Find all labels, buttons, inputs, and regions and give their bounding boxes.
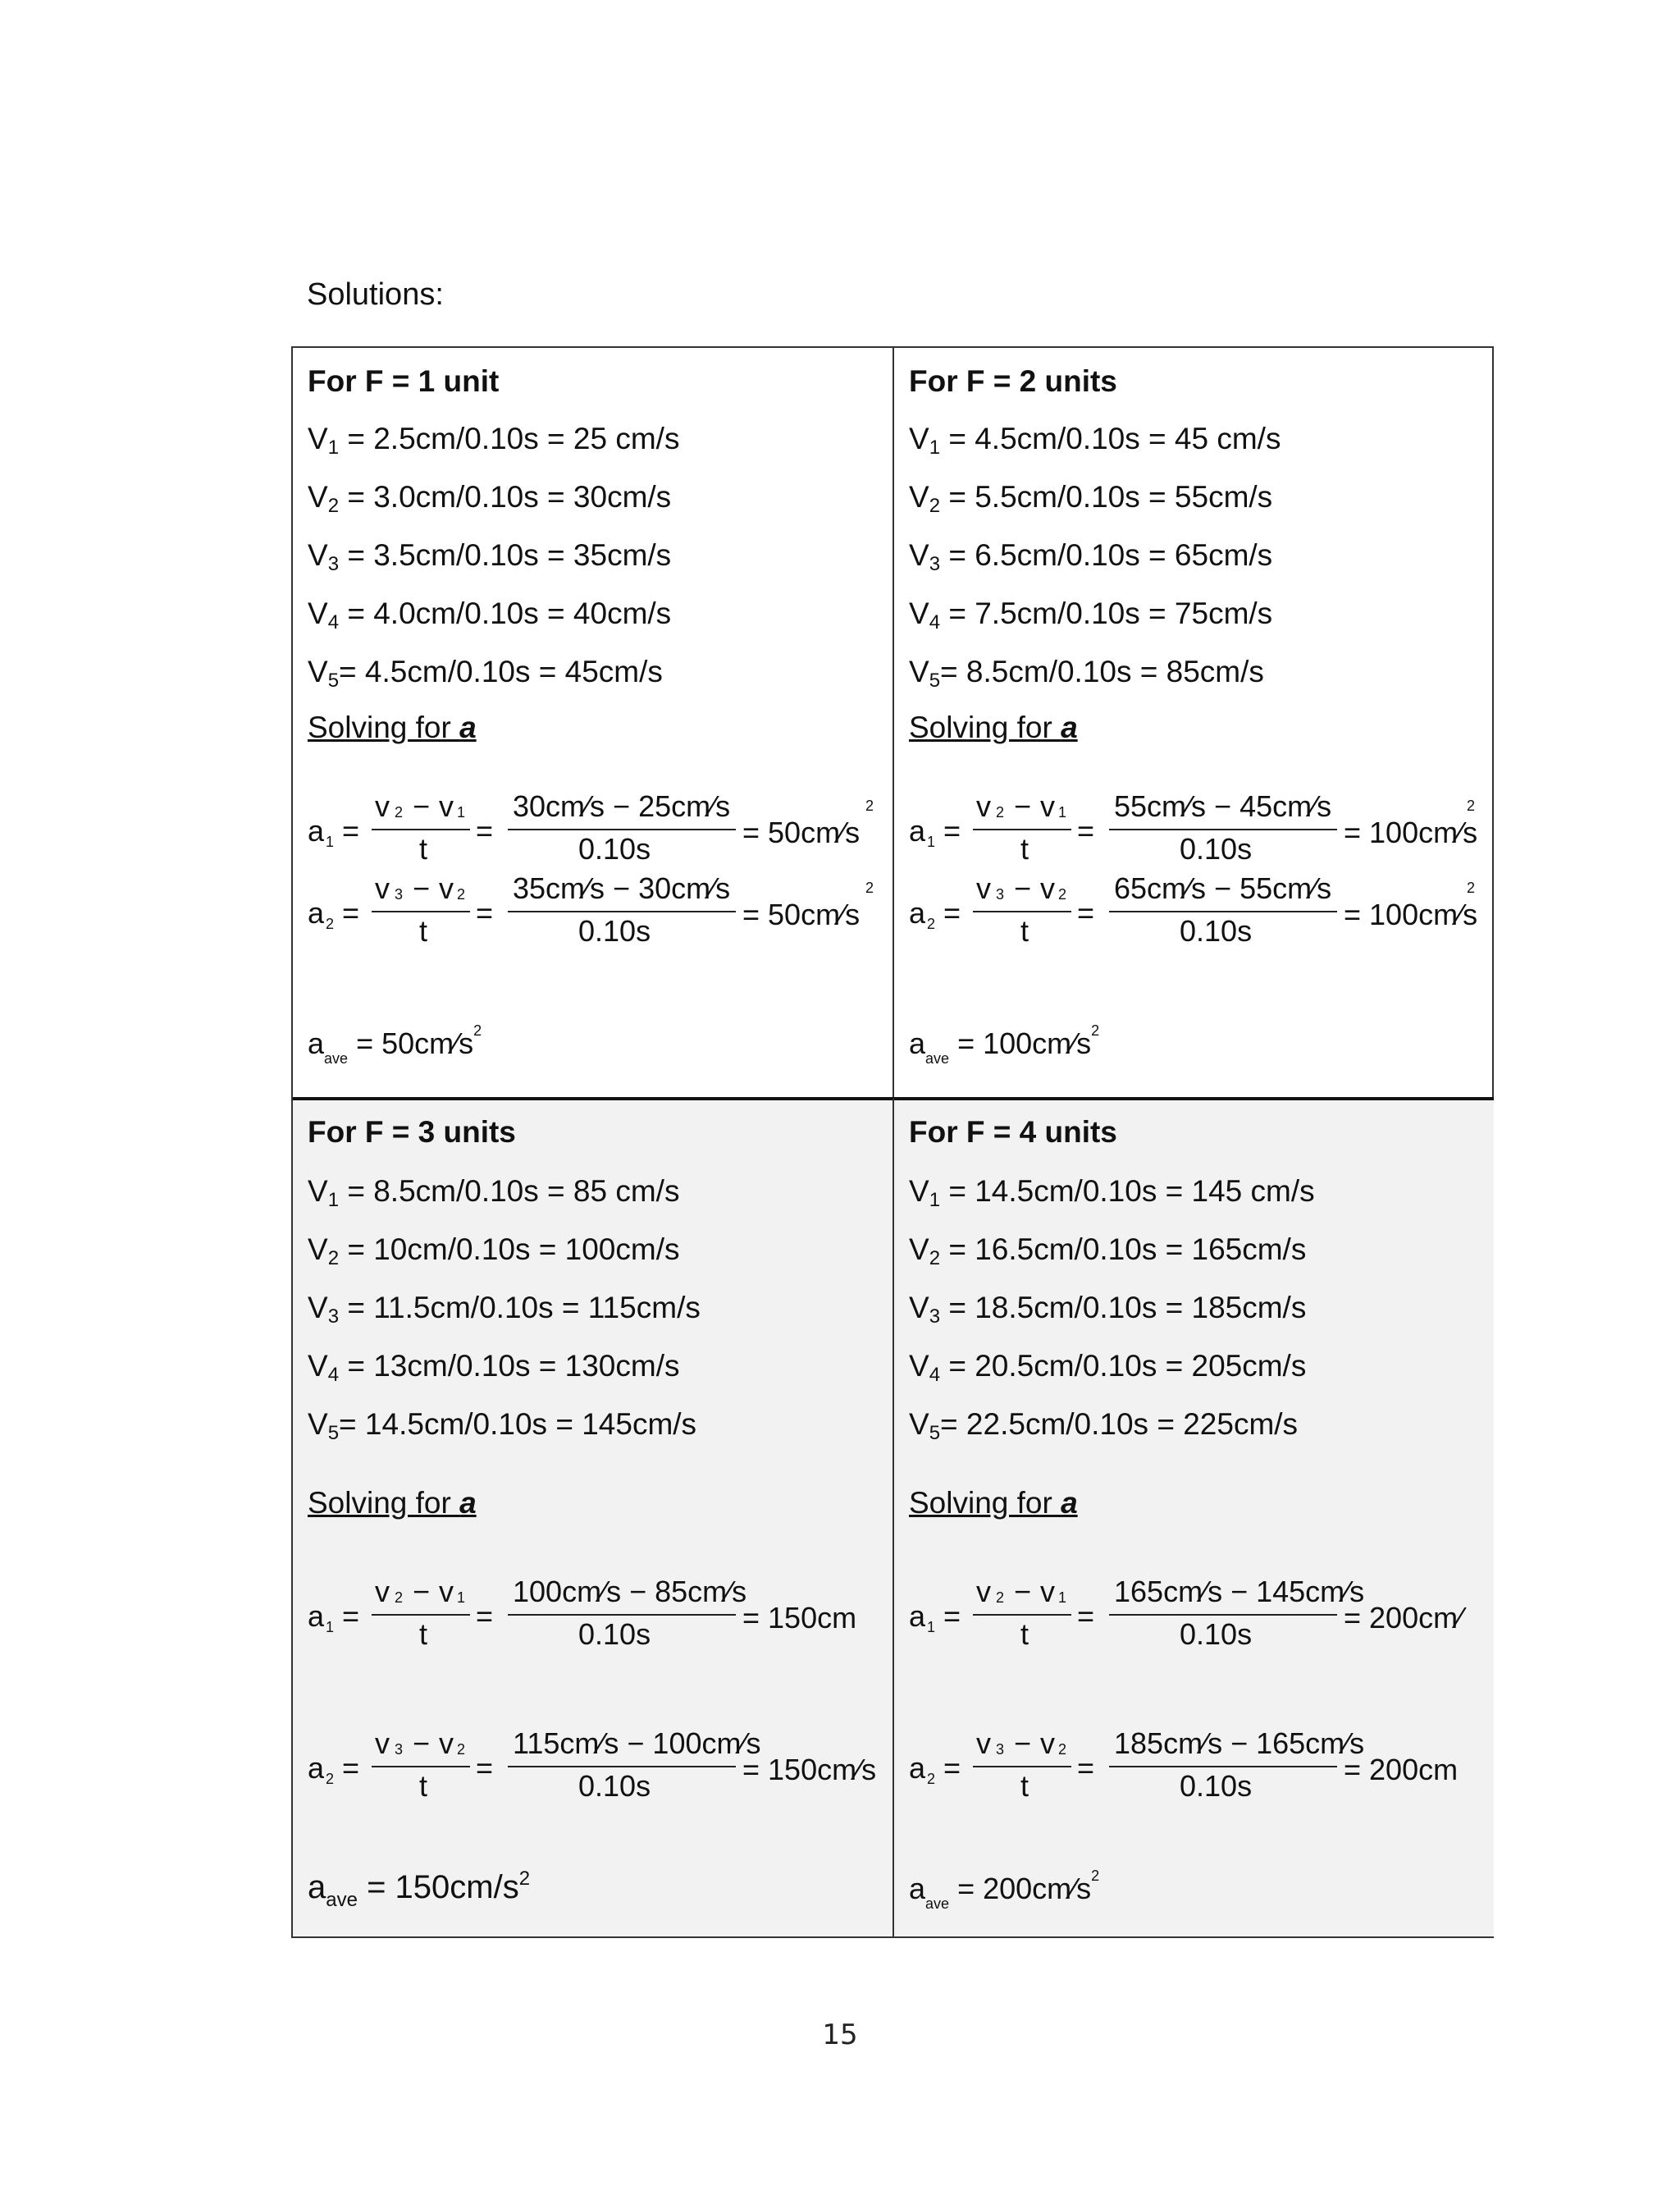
frac1-num-sub-b: 1	[1058, 804, 1067, 821]
cell-title: For F = 2 units	[909, 364, 1117, 398]
equals-sign: =	[476, 1751, 494, 1785]
velocity-value: = 13cm/0.10s = 130cm/s	[339, 1349, 680, 1383]
result: = 150cm⁄s	[742, 1753, 877, 1786]
frac1-num-a: v	[375, 871, 390, 905]
velocity-subscript: 5	[929, 1422, 941, 1444]
cell-f3	[293, 1097, 894, 1936]
frac1-den: t	[419, 1617, 428, 1651]
velocity-line	[308, 422, 679, 459]
average-acceleration	[909, 1868, 1099, 1913]
frac1-num-b: v	[1040, 871, 1055, 905]
frac2-num: 100cm⁄s − 85cm⁄s	[513, 1575, 747, 1608]
velocity-symbol: V	[909, 655, 929, 688]
frac1-minus: −	[1014, 1726, 1032, 1760]
fraction-bar	[372, 829, 470, 830]
equals-sign: =	[342, 814, 360, 848]
velocity-subscript: 3	[327, 1305, 340, 1328]
cell-title: For F = 3 units	[308, 1115, 516, 1149]
ave-value: = 100cm⁄s	[949, 1026, 1092, 1060]
solving-text: Solving for	[909, 711, 1061, 744]
frac2-den: 0.10s	[1180, 914, 1253, 948]
velocity-symbol: V	[909, 422, 929, 455]
lhs-a: a	[909, 896, 926, 930]
acceleration-equation	[909, 1568, 1494, 1658]
frac1-num-sub-b: 1	[457, 804, 466, 821]
result: = 100cm⁄s	[1344, 898, 1478, 931]
acceleration-equation	[308, 1720, 894, 1810]
solving-variable: a	[459, 1486, 477, 1520]
frac1-num-sub-a: 3	[996, 1741, 1005, 1758]
fraction-bar	[1109, 911, 1337, 912]
velocity-subscript: 3	[929, 1305, 941, 1328]
fraction-bar	[973, 1766, 1071, 1767]
acceleration-equation	[909, 783, 1494, 873]
velocity-value: = 10cm/0.10s = 100cm/s	[339, 1232, 680, 1266]
frac1-num-b: v	[1040, 1726, 1055, 1760]
ave-symbol: a	[909, 1026, 926, 1060]
frac2-den: 0.10s	[1180, 832, 1253, 866]
frac1-num-sub-b: 2	[1058, 1741, 1067, 1758]
solving-text: Solving for	[909, 1486, 1061, 1520]
velocity-value: = 3.5cm/0.10s = 35cm/s	[339, 538, 672, 572]
velocity-value: = 14.5cm/0.10s = 145 cm/s	[940, 1174, 1315, 1208]
acceleration-equation	[308, 865, 894, 955]
frac1-num-sub-a: 2	[395, 804, 404, 821]
frac1-minus: −	[1014, 1575, 1032, 1608]
fraction-bar	[973, 1614, 1071, 1616]
ave-superscript: 2	[473, 1022, 482, 1039]
lhs-a: a	[909, 1599, 926, 1633]
velocity-line	[308, 1174, 679, 1212]
velocity-value: = 18.5cm/0.10s = 185cm/s	[940, 1291, 1307, 1324]
equals-sign: =	[943, 1751, 961, 1785]
frac2-den: 0.10s	[578, 1769, 651, 1803]
frac1-minus: −	[1014, 871, 1032, 905]
equals-sign: =	[943, 1599, 961, 1633]
solving-variable: a	[459, 711, 477, 744]
velocity-value: = 20.5cm/0.10s = 205cm/s	[940, 1349, 1307, 1383]
velocity-value: = 11.5cm/0.10s = 115cm/s	[339, 1291, 701, 1324]
cell-title: For F = 4 units	[909, 1115, 1117, 1149]
velocity-line	[909, 1174, 1315, 1212]
cell-f4	[894, 1097, 1494, 1936]
solving-text: Solving for	[308, 711, 460, 744]
lhs-sub: 1	[927, 834, 936, 850]
velocity-symbol: V	[308, 1232, 328, 1266]
frac1-num-sub-a: 2	[996, 1589, 1005, 1606]
frac1-den: t	[419, 1769, 428, 1803]
result: = 50cm⁄s	[742, 816, 861, 849]
velocity-symbol: V	[308, 655, 328, 688]
lhs-a: a	[308, 896, 325, 930]
velocity-line	[308, 538, 671, 576]
ave-subscript: ave	[326, 1889, 358, 1911]
frac1-minus: −	[413, 871, 431, 905]
velocity-value: = 4.5cm/0.10s = 45 cm/s	[940, 422, 1281, 455]
velocity-symbol: V	[308, 538, 328, 572]
average-acceleration	[909, 1022, 1099, 1068]
velocity-subscript: 1	[929, 437, 941, 459]
frac1-num-sub-b: 2	[1058, 886, 1067, 903]
equals-sign: =	[1077, 1751, 1095, 1785]
equals-sign: =	[1077, 1599, 1095, 1633]
fraction-bar	[508, 1766, 736, 1767]
lhs-sub: 1	[927, 1619, 936, 1635]
frac1-minus: −	[413, 1726, 431, 1760]
result-sup: 2	[1467, 798, 1476, 814]
velocity-value: = 6.5cm/0.10s = 65cm/s	[940, 538, 1273, 572]
velocity-symbol: V	[308, 480, 328, 514]
equals-sign: =	[1077, 896, 1095, 930]
frac1-minus: −	[1014, 789, 1032, 823]
velocity-subscript: 2	[327, 495, 340, 517]
fraction-bar	[372, 1766, 470, 1767]
frac1-num-sub-b: 1	[457, 1589, 466, 1606]
velocity-subscript: 2	[929, 1247, 941, 1269]
fraction-bar	[372, 911, 470, 912]
frac2-den: 0.10s	[578, 1617, 651, 1651]
velocity-line	[308, 1349, 679, 1387]
solving-for-label	[909, 1486, 1078, 1520]
lhs-sub: 1	[326, 1619, 335, 1635]
frac1-num-a: v	[375, 1726, 390, 1760]
velocity-subscript: 3	[327, 553, 340, 575]
velocity-symbol: V	[308, 422, 328, 455]
fraction-bar	[1109, 1766, 1337, 1767]
solving-variable: a	[1061, 1486, 1078, 1520]
fraction-bar	[1109, 829, 1337, 830]
velocity-subscript: 3	[929, 553, 941, 575]
frac2-num: 55cm⁄s − 45cm⁄s	[1114, 789, 1332, 823]
velocity-value: = 3.0cm/0.10s = 30cm/s	[339, 480, 672, 514]
velocity-subscript: 1	[327, 437, 340, 459]
frac1-den: t	[419, 914, 428, 948]
frac2-num: 30cm⁄s − 25cm⁄s	[513, 789, 731, 823]
solving-variable: a	[1061, 711, 1078, 744]
solutions-table	[291, 346, 1494, 1938]
cell-f2	[894, 348, 1494, 1097]
fraction-bar	[508, 911, 736, 912]
velocity-value: = 2.5cm/0.10s = 25 cm/s	[339, 422, 680, 455]
equals-sign: =	[476, 896, 494, 930]
acceleration-equation	[308, 1568, 894, 1658]
frac1-den: t	[1020, 914, 1029, 948]
velocity-value: = 7.5cm/0.10s = 75cm/s	[940, 597, 1273, 630]
velocity-subscript: 4	[327, 1364, 340, 1386]
velocity-subscript: 4	[327, 611, 340, 633]
frac2-num: 115cm⁄s − 100cm⁄s	[513, 1726, 761, 1760]
equals-sign: =	[342, 896, 360, 930]
frac1-num-a: v	[976, 871, 991, 905]
frac1-num-a: v	[375, 1575, 390, 1608]
frac1-num-b: v	[439, 1726, 454, 1760]
frac1-num-b: v	[1040, 789, 1055, 823]
frac1-num-sub-a: 2	[996, 804, 1005, 821]
frac1-minus: −	[413, 1575, 431, 1608]
frac1-num-sub-a: 3	[395, 1741, 404, 1758]
ave-superscript: 2	[1091, 1868, 1100, 1884]
frac2-num: 35cm⁄s − 30cm⁄s	[513, 871, 731, 905]
fraction-bar	[1109, 1614, 1337, 1616]
velocity-symbol: V	[909, 480, 929, 514]
lhs-sub: 2	[927, 916, 936, 932]
ave-symbol: a	[909, 1872, 926, 1905]
solving-for-label	[308, 1486, 477, 1520]
acceleration-equation	[909, 1720, 1494, 1810]
average-acceleration	[308, 1868, 530, 1912]
velocity-subscript: 4	[929, 611, 941, 633]
page-number: 15	[822, 2019, 858, 2051]
velocity-subscript: 1	[929, 1189, 941, 1211]
ave-value: = 150cm/s	[357, 1869, 519, 1905]
velocity-symbol: V	[308, 1407, 328, 1441]
velocity-line	[308, 1291, 701, 1328]
solving-text: Solving for	[308, 1486, 460, 1520]
ave-superscript: 2	[1091, 1022, 1100, 1039]
velocity-line	[909, 422, 1281, 459]
equals-sign: =	[342, 1751, 360, 1785]
frac2-den: 0.10s	[578, 832, 651, 866]
result: = 50cm⁄s	[742, 898, 861, 931]
frac2-num: 65cm⁄s − 55cm⁄s	[1114, 871, 1332, 905]
page-heading: Solutions:	[307, 277, 444, 312]
velocity-line	[909, 1407, 1298, 1445]
ave-subscript: ave	[925, 1895, 950, 1912]
velocity-value: = 8.5cm/0.10s = 85 cm/s	[339, 1174, 680, 1208]
frac1-den: t	[1020, 1769, 1029, 1803]
velocity-symbol: V	[308, 1291, 328, 1324]
frac1-num-sub-a: 3	[395, 886, 404, 903]
result: = 100cm⁄s	[1344, 816, 1478, 849]
equals-sign: =	[943, 814, 961, 848]
velocity-line	[308, 480, 671, 518]
equals-sign: =	[342, 1599, 360, 1633]
velocity-symbol: V	[909, 1174, 929, 1208]
velocity-line	[909, 1232, 1306, 1270]
velocity-symbol: V	[909, 597, 929, 630]
result: = 150cm	[742, 1601, 857, 1634]
frac2-num: 165cm⁄s − 145cm⁄s	[1114, 1575, 1365, 1608]
fraction-bar	[973, 829, 1071, 830]
velocity-symbol: V	[308, 1349, 328, 1383]
velocity-value: = 4.5cm/0.10s = 45cm/s	[339, 655, 663, 688]
lhs-sub: 1	[326, 834, 335, 850]
velocity-value: = 5.5cm/0.10s = 55cm/s	[940, 480, 1273, 514]
velocity-line	[308, 1232, 679, 1270]
velocity-value: = 8.5cm/0.10s = 85cm/s	[940, 655, 1264, 688]
velocity-subscript: 4	[929, 1364, 941, 1386]
equals-sign: =	[476, 814, 494, 848]
frac1-num-b: v	[1040, 1575, 1055, 1608]
frac1-num-a: v	[976, 789, 991, 823]
frac2-den: 0.10s	[1180, 1617, 1253, 1651]
velocity-symbol: V	[909, 1349, 929, 1383]
lhs-a: a	[308, 1599, 325, 1633]
velocity-line	[308, 1407, 696, 1445]
velocity-line	[909, 480, 1272, 518]
frac1-num-b: v	[439, 871, 454, 905]
fraction-bar	[508, 829, 736, 830]
result-sup: 2	[865, 880, 874, 896]
lhs-a: a	[308, 814, 325, 848]
velocity-symbol: V	[909, 538, 929, 572]
velocity-symbol: V	[308, 597, 328, 630]
velocity-subscript: 2	[327, 1247, 340, 1269]
frac1-num-a: v	[375, 789, 390, 823]
ave-symbol: a	[308, 1869, 326, 1905]
velocity-value: = 22.5cm/0.10s = 225cm/s	[940, 1407, 1299, 1441]
velocity-line	[308, 597, 671, 634]
frac2-den: 0.10s	[578, 914, 651, 948]
acceleration-equation	[909, 865, 1494, 955]
result: = 200cm	[1344, 1753, 1459, 1786]
lhs-sub: 2	[326, 1771, 335, 1787]
equals-sign: =	[943, 896, 961, 930]
frac1-num-sub-b: 2	[457, 886, 466, 903]
cell-title: For F = 1 unit	[308, 364, 500, 398]
fraction-bar	[508, 1614, 736, 1616]
velocity-line	[909, 538, 1272, 576]
solving-for-label	[909, 711, 1078, 745]
frac1-den: t	[419, 832, 428, 866]
velocity-subscript: 5	[327, 1422, 340, 1444]
lhs-sub: 2	[326, 916, 335, 932]
result-sup: 2	[1467, 880, 1476, 896]
ave-subscript: ave	[324, 1050, 349, 1067]
frac1-num-b: v	[439, 789, 454, 823]
cell-f1	[293, 348, 894, 1097]
velocity-subscript: 2	[929, 495, 941, 517]
velocity-line	[909, 655, 1264, 693]
lhs-a: a	[308, 1751, 325, 1785]
lhs-sub: 2	[927, 1771, 936, 1787]
ave-superscript: 2	[518, 1868, 531, 1890]
velocity-line	[909, 1349, 1306, 1387]
frac1-num-a: v	[976, 1726, 991, 1760]
velocity-symbol: V	[308, 1174, 328, 1208]
velocity-value: = 14.5cm/0.10s = 145cm/s	[339, 1407, 697, 1441]
velocity-line	[909, 1291, 1306, 1328]
ave-value: = 50cm⁄s	[348, 1026, 474, 1060]
equals-sign: =	[476, 1599, 494, 1633]
frac1-den: t	[1020, 832, 1029, 866]
frac1-num-sub-a: 2	[395, 1589, 404, 1606]
lhs-a: a	[909, 814, 926, 848]
velocity-subscript: 5	[929, 670, 941, 692]
velocity-subscript: 5	[327, 670, 340, 692]
lhs-a: a	[909, 1751, 926, 1785]
velocity-line	[308, 655, 663, 693]
frac2-den: 0.10s	[1180, 1769, 1253, 1803]
velocity-subscript: 1	[327, 1189, 340, 1211]
frac1-num-a: v	[976, 1575, 991, 1608]
fraction-bar	[973, 911, 1071, 912]
ave-subscript: ave	[925, 1050, 950, 1067]
velocity-symbol: V	[909, 1232, 929, 1266]
equals-sign: =	[1077, 814, 1095, 848]
acceleration-equation	[308, 783, 894, 873]
frac1-minus: −	[413, 789, 431, 823]
velocity-value: = 4.0cm/0.10s = 40cm/s	[339, 597, 672, 630]
frac1-num-b: v	[439, 1575, 454, 1608]
result-sup: 2	[865, 798, 874, 814]
solving-for-label	[308, 711, 477, 745]
frac1-num-sub-b: 2	[457, 1741, 466, 1758]
frac1-num-sub-a: 3	[996, 886, 1005, 903]
ave-value: = 200cm⁄s	[949, 1872, 1092, 1905]
velocity-value: = 16.5cm/0.10s = 165cm/s	[940, 1232, 1307, 1266]
velocity-symbol: V	[909, 1291, 929, 1324]
velocity-line	[909, 597, 1272, 634]
velocity-symbol: V	[909, 1407, 929, 1441]
average-acceleration	[308, 1022, 482, 1068]
frac1-den: t	[1020, 1617, 1029, 1651]
frac2-num: 185cm⁄s − 165cm⁄s	[1114, 1726, 1365, 1760]
fraction-bar	[372, 1614, 470, 1616]
ave-symbol: a	[308, 1026, 325, 1060]
result: = 200cm⁄	[1344, 1601, 1463, 1634]
frac1-num-sub-b: 1	[1058, 1589, 1067, 1606]
